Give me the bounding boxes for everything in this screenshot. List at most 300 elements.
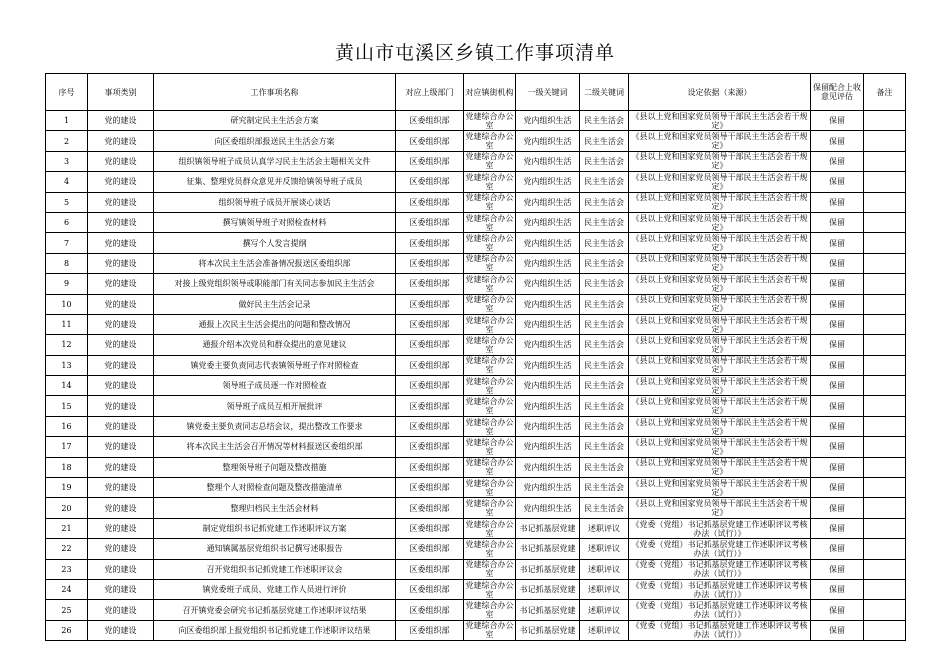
table-row <box>46 192 906 212</box>
cell-item-name: 通报介绍本次党员和群众提出的意见建议 <box>154 335 396 355</box>
cell-town-office: 党建综合办公室 <box>465 519 514 538</box>
cell-remarks <box>864 111 906 131</box>
cell-keyword-2: 民主生活会 <box>580 396 629 416</box>
cell-town-office: 党建综合办公室 <box>465 132 514 151</box>
cell-remarks <box>864 172 906 192</box>
cell-assessment: 保留 <box>811 294 864 314</box>
cell-upper-dept: 区委组织部 <box>396 212 464 232</box>
cell-category: 党的建设 <box>88 600 154 620</box>
cell-town-office: 党建综合办公室 <box>465 295 514 314</box>
cell-item-name: 领导班子成员逐一作对照检查 <box>154 376 396 396</box>
cell-index: 1 <box>46 111 88 131</box>
cell-upper-dept: 区委组织部 <box>396 518 464 538</box>
header-item-name: 工作事项名称 <box>154 74 396 111</box>
cell-upper-dept: 区委组织部 <box>396 600 464 620</box>
cell-upper-dept: 区委组织部 <box>396 416 464 436</box>
cell-keyword-1: 党内组织生活 <box>516 498 580 518</box>
cell-item-name: 召开党组织书记抓党建工作述职评议会 <box>154 559 396 579</box>
cell-remarks <box>864 498 906 518</box>
table-header-row <box>46 74 906 111</box>
table-row <box>46 478 906 498</box>
cell-keyword-2: 民主生活会 <box>580 131 629 151</box>
cell-assessment: 保留 <box>811 111 864 131</box>
cell-remarks <box>864 620 906 640</box>
cell-item-name: 整理归档民主生活会材料 <box>154 498 396 518</box>
cell-basis: 《党委（党组）书记抓基层党建工作述职评议考核办法（试行）》 <box>629 620 811 640</box>
cell-town-office: 党建综合办公室 <box>465 111 514 130</box>
cell-item-name: 镇党委主要负责同志代表镇领导班子作对照检查 <box>154 355 396 375</box>
cell-index: 25 <box>46 600 88 620</box>
cell-upper-dept: 区委组织部 <box>396 314 464 334</box>
cell-assessment: 保留 <box>811 151 864 171</box>
cell-keyword-1: 党内组织生活 <box>516 457 580 477</box>
table-row <box>46 600 906 620</box>
cell-index: 14 <box>46 376 88 396</box>
cell-assessment: 保留 <box>811 131 864 151</box>
cell-remarks <box>864 416 906 436</box>
table-row <box>46 539 906 559</box>
cell-keyword-1: 党内组织生活 <box>516 376 580 396</box>
cell-town-office: 党建综合办公室 <box>465 437 514 456</box>
cell-index: 2 <box>46 131 88 151</box>
cell-keyword-2: 民主生活会 <box>580 294 629 314</box>
table-row <box>46 376 906 396</box>
cell-index: 7 <box>46 233 88 253</box>
cell-basis: 《县以上党和国家党员领导干部民主生活会若干规定》 <box>629 335 811 355</box>
cell-upper-dept: 区委组织部 <box>396 131 464 151</box>
cell-item-name: 召开镇党委会研究书记抓基层党建工作述职评议结果 <box>154 600 396 620</box>
cell-basis: 《县以上党和国家党员领导干部民主生活会若干规定》 <box>629 457 811 477</box>
header-upper-dept: 对应上级部门 <box>396 74 464 111</box>
cell-keyword-1: 党内组织生活 <box>516 335 580 355</box>
cell-index: 3 <box>46 151 88 171</box>
cell-index: 8 <box>46 253 88 273</box>
cell-keyword-2: 民主生活会 <box>580 457 629 477</box>
cell-item-name: 镇党委班子成员、党建工作人员进行评价 <box>154 579 396 599</box>
cell-index: 11 <box>46 314 88 334</box>
table-row <box>46 233 906 253</box>
cell-basis: 《县以上党和国家党员领导干部民主生活会若干规定》 <box>629 111 811 131</box>
cell-assessment: 保留 <box>811 518 864 538</box>
cell-category: 党的建设 <box>88 457 154 477</box>
cell-remarks <box>864 457 906 477</box>
cell-basis: 《党委（党组）书记抓基层党建工作述职评议考核办法（试行）》 <box>629 579 811 599</box>
cell-remarks <box>864 294 906 314</box>
cell-index: 6 <box>46 212 88 232</box>
cell-index: 12 <box>46 335 88 355</box>
cell-remarks <box>864 314 906 334</box>
cell-category: 党的建设 <box>88 131 154 151</box>
cell-town-office: 党建综合办公室 <box>465 213 514 232</box>
cell-item-name: 对接上级党组织领导或职能部门有关同志参加民主生活会 <box>154 274 396 294</box>
cell-category: 党的建设 <box>88 620 154 640</box>
cell-keyword-2: 民主生活会 <box>580 233 629 253</box>
cell-keyword-1: 党内组织生活 <box>516 131 580 151</box>
cell-basis: 《县以上党和国家党员领导干部民主生活会若干规定》 <box>629 274 811 294</box>
cell-remarks <box>864 559 906 579</box>
cell-category: 党的建设 <box>88 274 154 294</box>
cell-town-office: 党建综合办公室 <box>465 315 514 334</box>
cell-assessment: 保留 <box>811 559 864 579</box>
cell-keyword-2: 民主生活会 <box>580 498 629 518</box>
cell-keyword-2: 民主生活会 <box>580 274 629 294</box>
cell-keyword-2: 民主生活会 <box>580 111 629 131</box>
header-keyword-1: 一级关键词 <box>516 74 580 111</box>
cell-keyword-1: 党内组织生活 <box>516 396 580 416</box>
cell-keyword-1: 书记抓基层党建 <box>516 559 580 579</box>
cell-category: 党的建设 <box>88 212 154 232</box>
cell-item-name: 征集、整理党员群众意见并反馈给镇领导班子成员 <box>154 172 396 192</box>
cell-item-name: 将本次民主生活会召开情况等材料报送区委组织部 <box>154 437 396 457</box>
cell-town-office: 党建综合办公室 <box>465 539 514 558</box>
cell-keyword-2: 述职评议 <box>580 579 629 599</box>
header-town-office: 对应镇街机构 <box>464 74 516 111</box>
cell-remarks <box>864 131 906 151</box>
cell-item-name: 制定党组织书记抓党建工作述职评议方案 <box>154 518 396 538</box>
cell-assessment: 保留 <box>811 335 864 355</box>
cell-keyword-2: 民主生活会 <box>580 376 629 396</box>
cell-assessment: 保留 <box>811 416 864 436</box>
cell-keyword-2: 述职评议 <box>580 539 629 559</box>
cell-upper-dept: 区委组织部 <box>396 478 464 498</box>
cell-assessment: 保留 <box>811 376 864 396</box>
table-row <box>46 111 906 131</box>
cell-town-office: 党建综合办公室 <box>465 376 514 395</box>
cell-index: 5 <box>46 192 88 212</box>
cell-town-office: 党建综合办公室 <box>465 234 514 253</box>
cell-category: 党的建设 <box>88 111 154 131</box>
cell-town-office: 党建综合办公室 <box>465 356 514 375</box>
table-row <box>46 559 906 579</box>
cell-assessment: 保留 <box>811 314 864 334</box>
cell-keyword-2: 述职评议 <box>580 518 629 538</box>
cell-assessment: 保留 <box>811 437 864 457</box>
cell-category: 党的建设 <box>88 498 154 518</box>
cell-keyword-2: 民主生活会 <box>580 335 629 355</box>
cell-keyword-2: 民主生活会 <box>580 437 629 457</box>
cell-category: 党的建设 <box>88 151 154 171</box>
cell-assessment: 保留 <box>811 355 864 375</box>
cell-item-name: 将本次民主生活会准备情况报送区委组织部 <box>154 253 396 273</box>
cell-basis: 《县以上党和国家党员领导干部民主生活会若干规定》 <box>629 376 811 396</box>
cell-basis: 《县以上党和国家党员领导干部民主生活会若干规定》 <box>629 253 811 273</box>
cell-assessment: 保留 <box>811 233 864 253</box>
cell-basis: 《党委（党组）书记抓基层党建工作述职评议考核办法（试行）》 <box>629 559 811 579</box>
cell-upper-dept: 区委组织部 <box>396 539 464 559</box>
cell-assessment: 保留 <box>811 579 864 599</box>
cell-keyword-1: 党内组织生活 <box>516 172 580 192</box>
cell-upper-dept: 区委组织部 <box>396 559 464 579</box>
table-row <box>46 172 906 192</box>
cell-category: 党的建设 <box>88 478 154 498</box>
cell-keyword-2: 述职评议 <box>580 559 629 579</box>
cell-keyword-1: 书记抓基层党建 <box>516 539 580 559</box>
cell-remarks <box>864 253 906 273</box>
cell-town-office: 党建综合办公室 <box>465 335 514 354</box>
cell-keyword-1: 党内组织生活 <box>516 274 580 294</box>
cell-keyword-2: 民主生活会 <box>580 253 629 273</box>
cell-upper-dept: 区委组织部 <box>396 376 464 396</box>
cell-basis: 《县以上党和国家党员领导干部民主生活会若干规定》 <box>629 498 811 518</box>
table-row <box>46 579 906 599</box>
cell-basis: 《县以上党和国家党员领导干部民主生活会若干规定》 <box>629 151 811 171</box>
cell-keyword-1: 书记抓基层党建 <box>516 600 580 620</box>
cell-keyword-2: 民主生活会 <box>580 172 629 192</box>
cell-basis: 《县以上党和国家党员领导干部民主生活会若干规定》 <box>629 355 811 375</box>
cell-basis: 《县以上党和国家党员领导干部民主生活会若干规定》 <box>629 172 811 192</box>
cell-basis: 《县以上党和国家党员领导干部民主生活会若干规定》 <box>629 478 811 498</box>
cell-category: 党的建设 <box>88 253 154 273</box>
cell-town-office: 党建综合办公室 <box>465 621 514 640</box>
cell-keyword-1: 党内组织生活 <box>516 314 580 334</box>
cell-basis: 《党委（党组）书记抓基层党建工作述职评议考核办法（试行）》 <box>629 518 811 538</box>
cell-assessment: 保留 <box>811 620 864 640</box>
cell-keyword-2: 民主生活会 <box>580 478 629 498</box>
cell-remarks <box>864 233 906 253</box>
cell-remarks <box>864 192 906 212</box>
cell-index: 4 <box>46 172 88 192</box>
table-row <box>46 457 906 477</box>
cell-category: 党的建设 <box>88 233 154 253</box>
cell-upper-dept: 区委组织部 <box>396 151 464 171</box>
cell-town-office: 党建综合办公室 <box>465 499 514 518</box>
cell-remarks <box>864 151 906 171</box>
cell-keyword-1: 党内组织生活 <box>516 111 580 131</box>
cell-basis: 《党委（党组）书记抓基层党建工作述职评议考核办法（试行）》 <box>629 600 811 620</box>
cell-remarks <box>864 355 906 375</box>
cell-upper-dept: 区委组织部 <box>396 396 464 416</box>
cell-keyword-1: 书记抓基层党建 <box>516 518 580 538</box>
cell-keyword-2: 述职评议 <box>580 620 629 640</box>
cell-category: 党的建设 <box>88 396 154 416</box>
cell-index: 26 <box>46 620 88 640</box>
cell-assessment: 保留 <box>811 253 864 273</box>
cell-town-office: 党建综合办公室 <box>465 601 514 620</box>
cell-upper-dept: 区委组织部 <box>396 253 464 273</box>
cell-basis: 《县以上党和国家党员领导干部民主生活会若干规定》 <box>629 233 811 253</box>
cell-index: 18 <box>46 457 88 477</box>
cell-basis: 《县以上党和国家党员领导干部民主生活会若干规定》 <box>629 314 811 334</box>
cell-index: 13 <box>46 355 88 375</box>
header-basis: 设定依据（来源） <box>629 74 811 111</box>
cell-assessment: 保留 <box>811 274 864 294</box>
cell-town-office: 党建综合办公室 <box>465 254 514 273</box>
cell-category: 党的建设 <box>88 314 154 334</box>
cell-upper-dept: 区委组织部 <box>396 355 464 375</box>
cell-keyword-1: 党内组织生活 <box>516 212 580 232</box>
table-row <box>46 620 906 640</box>
cell-town-office: 党建综合办公室 <box>465 580 514 599</box>
cell-basis: 《县以上党和国家党员领导干部民主生活会若干规定》 <box>629 294 811 314</box>
cell-assessment: 保留 <box>811 600 864 620</box>
cell-item-name: 整理个人对照检查问题及整改措施清单 <box>154 478 396 498</box>
table-body <box>46 111 906 641</box>
table-row <box>46 253 906 273</box>
cell-remarks <box>864 600 906 620</box>
cell-keyword-1: 党内组织生活 <box>516 192 580 212</box>
cell-keyword-1: 党内组织生活 <box>516 437 580 457</box>
cell-upper-dept: 区委组织部 <box>396 233 464 253</box>
table-row <box>46 355 906 375</box>
cell-index: 19 <box>46 478 88 498</box>
header-assessment: 保留配合上收意见评估 <box>811 74 864 111</box>
cell-category: 党的建设 <box>88 172 154 192</box>
cell-assessment: 保留 <box>811 478 864 498</box>
cell-town-office: 党建综合办公室 <box>465 458 514 477</box>
cell-index: 20 <box>46 498 88 518</box>
cell-index: 24 <box>46 579 88 599</box>
cell-remarks <box>864 212 906 232</box>
cell-item-name: 通知镇属基层党组织书记撰写述职报告 <box>154 539 396 559</box>
cell-assessment: 保留 <box>811 212 864 232</box>
cell-keyword-2: 民主生活会 <box>580 314 629 334</box>
cell-item-name: 通报上次民主生活会提出的问题和整改情况 <box>154 314 396 334</box>
cell-item-name: 整理领导班子问题及整改措施 <box>154 457 396 477</box>
cell-town-office: 党建综合办公室 <box>465 417 514 436</box>
cell-index: 22 <box>46 539 88 559</box>
cell-upper-dept: 区委组织部 <box>396 620 464 640</box>
cell-remarks <box>864 478 906 498</box>
table-row <box>46 335 906 355</box>
cell-keyword-2: 民主生活会 <box>580 416 629 436</box>
cell-category: 党的建设 <box>88 518 154 538</box>
table-row <box>46 274 906 294</box>
cell-basis: 《县以上党和国家党员领导干部民主生活会若干规定》 <box>629 131 811 151</box>
cell-index: 10 <box>46 294 88 314</box>
cell-keyword-2: 民主生活会 <box>580 212 629 232</box>
cell-category: 党的建设 <box>88 559 154 579</box>
table-row <box>46 437 906 457</box>
cell-keyword-2: 民主生活会 <box>580 192 629 212</box>
cell-assessment: 保留 <box>811 457 864 477</box>
cell-category: 党的建设 <box>88 539 154 559</box>
cell-keyword-1: 书记抓基层党建 <box>516 579 580 599</box>
document-title: 黄山市屯溪区乡镇工作事项清单 <box>334 42 615 64</box>
cell-assessment: 保留 <box>811 539 864 559</box>
cell-town-office: 党建综合办公室 <box>465 152 514 171</box>
cell-item-name: 撰写个人发言提纲 <box>154 233 396 253</box>
cell-keyword-1: 党内组织生活 <box>516 151 580 171</box>
cell-remarks <box>864 518 906 538</box>
cell-upper-dept: 区委组织部 <box>396 294 464 314</box>
cell-category: 党的建设 <box>88 355 154 375</box>
table-row <box>46 314 906 334</box>
cell-keyword-1: 书记抓基层党建 <box>516 620 580 640</box>
cell-keyword-2: 述职评议 <box>580 600 629 620</box>
work-items-table <box>45 73 906 641</box>
cell-category: 党的建设 <box>88 416 154 436</box>
cell-keyword-2: 民主生活会 <box>580 355 629 375</box>
cell-upper-dept: 区委组织部 <box>396 172 464 192</box>
cell-assessment: 保留 <box>811 396 864 416</box>
table-row <box>46 151 906 171</box>
cell-town-office: 党建综合办公室 <box>465 397 514 416</box>
cell-basis: 《县以上党和国家党员领导干部民主生活会若干规定》 <box>629 416 811 436</box>
cell-upper-dept: 区委组织部 <box>396 457 464 477</box>
cell-basis: 《县以上党和国家党员领导干部民主生活会若干规定》 <box>629 437 811 457</box>
cell-town-office: 党建综合办公室 <box>465 560 514 579</box>
header-index: 序号 <box>46 74 88 111</box>
cell-remarks <box>864 396 906 416</box>
cell-keyword-1: 党内组织生活 <box>516 253 580 273</box>
cell-item-name: 领导班子成员互相开展批评 <box>154 396 396 416</box>
cell-keyword-1: 党内组织生活 <box>516 478 580 498</box>
cell-item-name: 研究制定民主生活会方案 <box>154 111 396 131</box>
cell-category: 党的建设 <box>88 376 154 396</box>
cell-category: 党的建设 <box>88 437 154 457</box>
cell-index: 21 <box>46 518 88 538</box>
table-row <box>46 416 906 436</box>
cell-basis: 《县以上党和国家党员领导干部民主生活会若干规定》 <box>629 192 811 212</box>
cell-item-name: 做好民主生活会记录 <box>154 294 396 314</box>
cell-index: 17 <box>46 437 88 457</box>
cell-item-name: 向区委组织部报送民主生活会方案 <box>154 131 396 151</box>
cell-assessment: 保留 <box>811 498 864 518</box>
table-row <box>46 131 906 151</box>
cell-remarks <box>864 437 906 457</box>
cell-assessment: 保留 <box>811 192 864 212</box>
cell-remarks <box>864 335 906 355</box>
table-row <box>46 498 906 518</box>
cell-category: 党的建设 <box>88 335 154 355</box>
cell-keyword-1: 党内组织生活 <box>516 294 580 314</box>
table-row <box>46 212 906 232</box>
cell-remarks <box>864 376 906 396</box>
header-keyword-2: 二级关键词 <box>580 74 629 111</box>
cell-town-office: 党建综合办公室 <box>465 193 514 212</box>
cell-remarks <box>864 274 906 294</box>
cell-basis: 《县以上党和国家党员领导干部民主生活会若干规定》 <box>629 396 811 416</box>
cell-keyword-1: 党内组织生活 <box>516 355 580 375</box>
cell-upper-dept: 区委组织部 <box>396 498 464 518</box>
cell-upper-dept: 区委组织部 <box>396 111 464 131</box>
header-remarks: 备注 <box>864 74 906 111</box>
cell-keyword-1: 党内组织生活 <box>516 416 580 436</box>
cell-basis: 《县以上党和国家党员领导干部民主生活会若干规定》 <box>629 212 811 232</box>
cell-index: 23 <box>46 559 88 579</box>
cell-upper-dept: 区委组织部 <box>396 192 464 212</box>
cell-remarks <box>864 539 906 559</box>
cell-keyword-1: 党内组织生活 <box>516 233 580 253</box>
cell-town-office: 党建综合办公室 <box>465 172 514 191</box>
cell-index: 9 <box>46 274 88 294</box>
cell-assessment: 保留 <box>811 172 864 192</box>
table-row <box>46 518 906 538</box>
table-row <box>46 396 906 416</box>
cell-remarks <box>864 579 906 599</box>
cell-item-name: 镇党委主要负责同志总结会议，提出整改工作要求 <box>154 416 396 436</box>
cell-town-office: 党建综合办公室 <box>465 274 514 293</box>
cell-category: 党的建设 <box>88 192 154 212</box>
cell-town-office: 党建综合办公室 <box>465 478 514 497</box>
cell-item-name: 组织镇领导班子成员认真学习民主生活会主题相关文件 <box>154 151 396 171</box>
cell-basis: 《党委（党组）书记抓基层党建工作述职评议考核办法（试行）》 <box>629 539 811 559</box>
cell-upper-dept: 区委组织部 <box>396 579 464 599</box>
header-category: 事项类别 <box>88 74 154 111</box>
cell-item-name: 撰写镇领导班子对照检查材料 <box>154 212 396 232</box>
cell-category: 党的建设 <box>88 579 154 599</box>
cell-category: 党的建设 <box>88 294 154 314</box>
table-row <box>46 294 906 314</box>
cell-upper-dept: 区委组织部 <box>396 335 464 355</box>
cell-upper-dept: 区委组织部 <box>396 274 464 294</box>
cell-upper-dept: 区委组织部 <box>396 437 464 457</box>
cell-index: 15 <box>46 396 88 416</box>
cell-index: 16 <box>46 416 88 436</box>
cell-keyword-2: 民主生活会 <box>580 151 629 171</box>
cell-item-name: 向区委组织部上报党组织书记抓党建工作述职评议结果 <box>154 620 396 640</box>
cell-item-name: 组织领导班子成员开展谈心谈话 <box>154 192 396 212</box>
